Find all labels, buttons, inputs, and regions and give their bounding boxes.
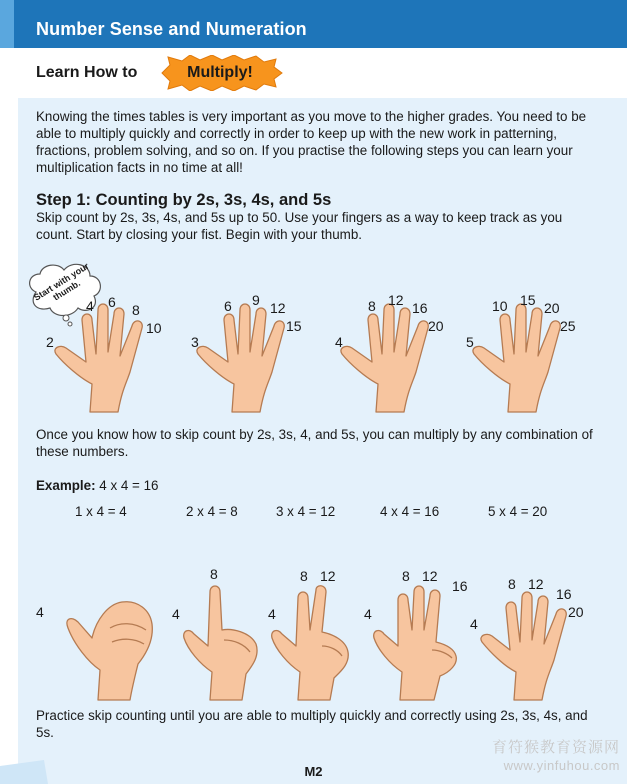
open-hand-icon: [470, 298, 580, 414]
count-number: 12: [270, 300, 286, 316]
count-number: 9: [252, 292, 260, 308]
count-number: 4: [335, 334, 343, 350]
count-number: 8: [402, 568, 410, 584]
section-title: Number Sense and Numeration: [36, 19, 307, 39]
once-paragraph: Once you know how to skip count by 2s, 3s, 4, and 5s, you can multiply by any combination of these numbers.: [36, 427, 593, 459]
example-fact: 2 x 4 = 8: [186, 504, 238, 519]
open-hand-icon: [478, 588, 582, 702]
learn-label: Learn How to: [36, 64, 138, 81]
watermark-url: www.yinfuhou.com: [503, 758, 620, 773]
example-fact: 4 x 4 = 16: [380, 504, 440, 519]
counting-hand-4: [370, 584, 470, 702]
example-fact: 5 x 4 = 20: [488, 504, 548, 519]
open-hand-icon: [194, 298, 304, 414]
count-number: 16: [412, 300, 428, 316]
open-hand-icon: [338, 298, 448, 414]
multiply-badge-text: Multiply!: [187, 64, 253, 81]
four-fingers-hand-icon: [370, 584, 470, 702]
count-number: 10: [492, 298, 508, 314]
count-number: 8: [210, 566, 218, 582]
step1-text: Skip count by 2s, 3s, 4s, and 5s up to 50. Use your fingers as a way to keep track as you count. Start by closing your fist. Begin with your thumb.: [36, 210, 563, 242]
example-equation: 4 x 4 = 16: [99, 478, 159, 493]
open-hand-4: [470, 298, 580, 414]
open-hand-1: [52, 298, 162, 414]
count-number: 3: [191, 334, 199, 350]
count-number: 12: [422, 568, 438, 584]
pointing-hand-icon: [180, 584, 270, 702]
count-number: 8: [368, 298, 376, 314]
count-number: 8: [300, 568, 308, 584]
watermark-cn: 育符猴教育资源网: [491, 739, 620, 756]
count-number: 20: [428, 318, 444, 334]
open-hand-icon: [52, 298, 162, 414]
practice-paragraph: Practice skip counting until you are able to multiply quickly and correctly using 2s, 3s, 4s, and 5s.: [36, 708, 588, 740]
header-spine: [0, 0, 14, 48]
example-line: [36, 478, 158, 493]
peace-hand-icon: [266, 584, 362, 702]
count-number: 16: [452, 578, 468, 594]
count-number: 12: [528, 576, 544, 592]
open-hand-2: [194, 298, 304, 414]
watermark: [470, 736, 620, 782]
count-number: 4: [364, 606, 372, 622]
intro-paragraph: Knowing the times tables is very important as you move to the higher grades. You need to be able to multiply quickly and correctly in order to keep up with the new work in patterning, fractions, problem solving, and so on. If you practise the following steps you can learn your multiplication facts in no time at all!: [36, 109, 587, 175]
count-number: 12: [388, 292, 404, 308]
multiply-badge: [156, 55, 284, 91]
counting-hand-5: [478, 588, 582, 702]
count-number: 2: [46, 334, 54, 350]
thought-bubble-text: Start with your thumb.: [31, 260, 91, 303]
count-number: 20: [544, 300, 560, 316]
count-number: 4: [86, 298, 94, 314]
count-number: 16: [556, 586, 572, 602]
count-number: 25: [560, 318, 576, 334]
page-number: M2: [304, 764, 323, 779]
count-number: 8: [132, 302, 140, 318]
count-number: 10: [146, 320, 162, 336]
counting-hand-3: [266, 584, 362, 702]
count-number: 5: [466, 334, 474, 350]
example-label: Example:: [36, 478, 96, 493]
count-number: 4: [470, 616, 478, 632]
counting-hand-2: [180, 584, 270, 702]
example-fact: 3 x 4 = 12: [276, 504, 336, 519]
example-fact: 1 x 4 = 4: [75, 504, 127, 519]
count-number: 6: [224, 298, 232, 314]
step1-title: Step 1: Counting by 2s, 3s, 4s, and 5s: [36, 191, 332, 209]
count-number: 8: [508, 576, 516, 592]
open-hand-3: [338, 298, 448, 414]
count-number: 4: [172, 606, 180, 622]
count-number: 15: [286, 318, 302, 334]
count-number: 12: [320, 568, 336, 584]
thumb-up-hand-icon: [62, 590, 162, 702]
counting-hand-1: [62, 590, 162, 702]
count-number: 6: [108, 294, 116, 310]
count-number: 15: [520, 292, 536, 308]
count-number: 4: [268, 606, 276, 622]
count-number: 4: [36, 604, 44, 620]
count-number: 20: [568, 604, 584, 620]
